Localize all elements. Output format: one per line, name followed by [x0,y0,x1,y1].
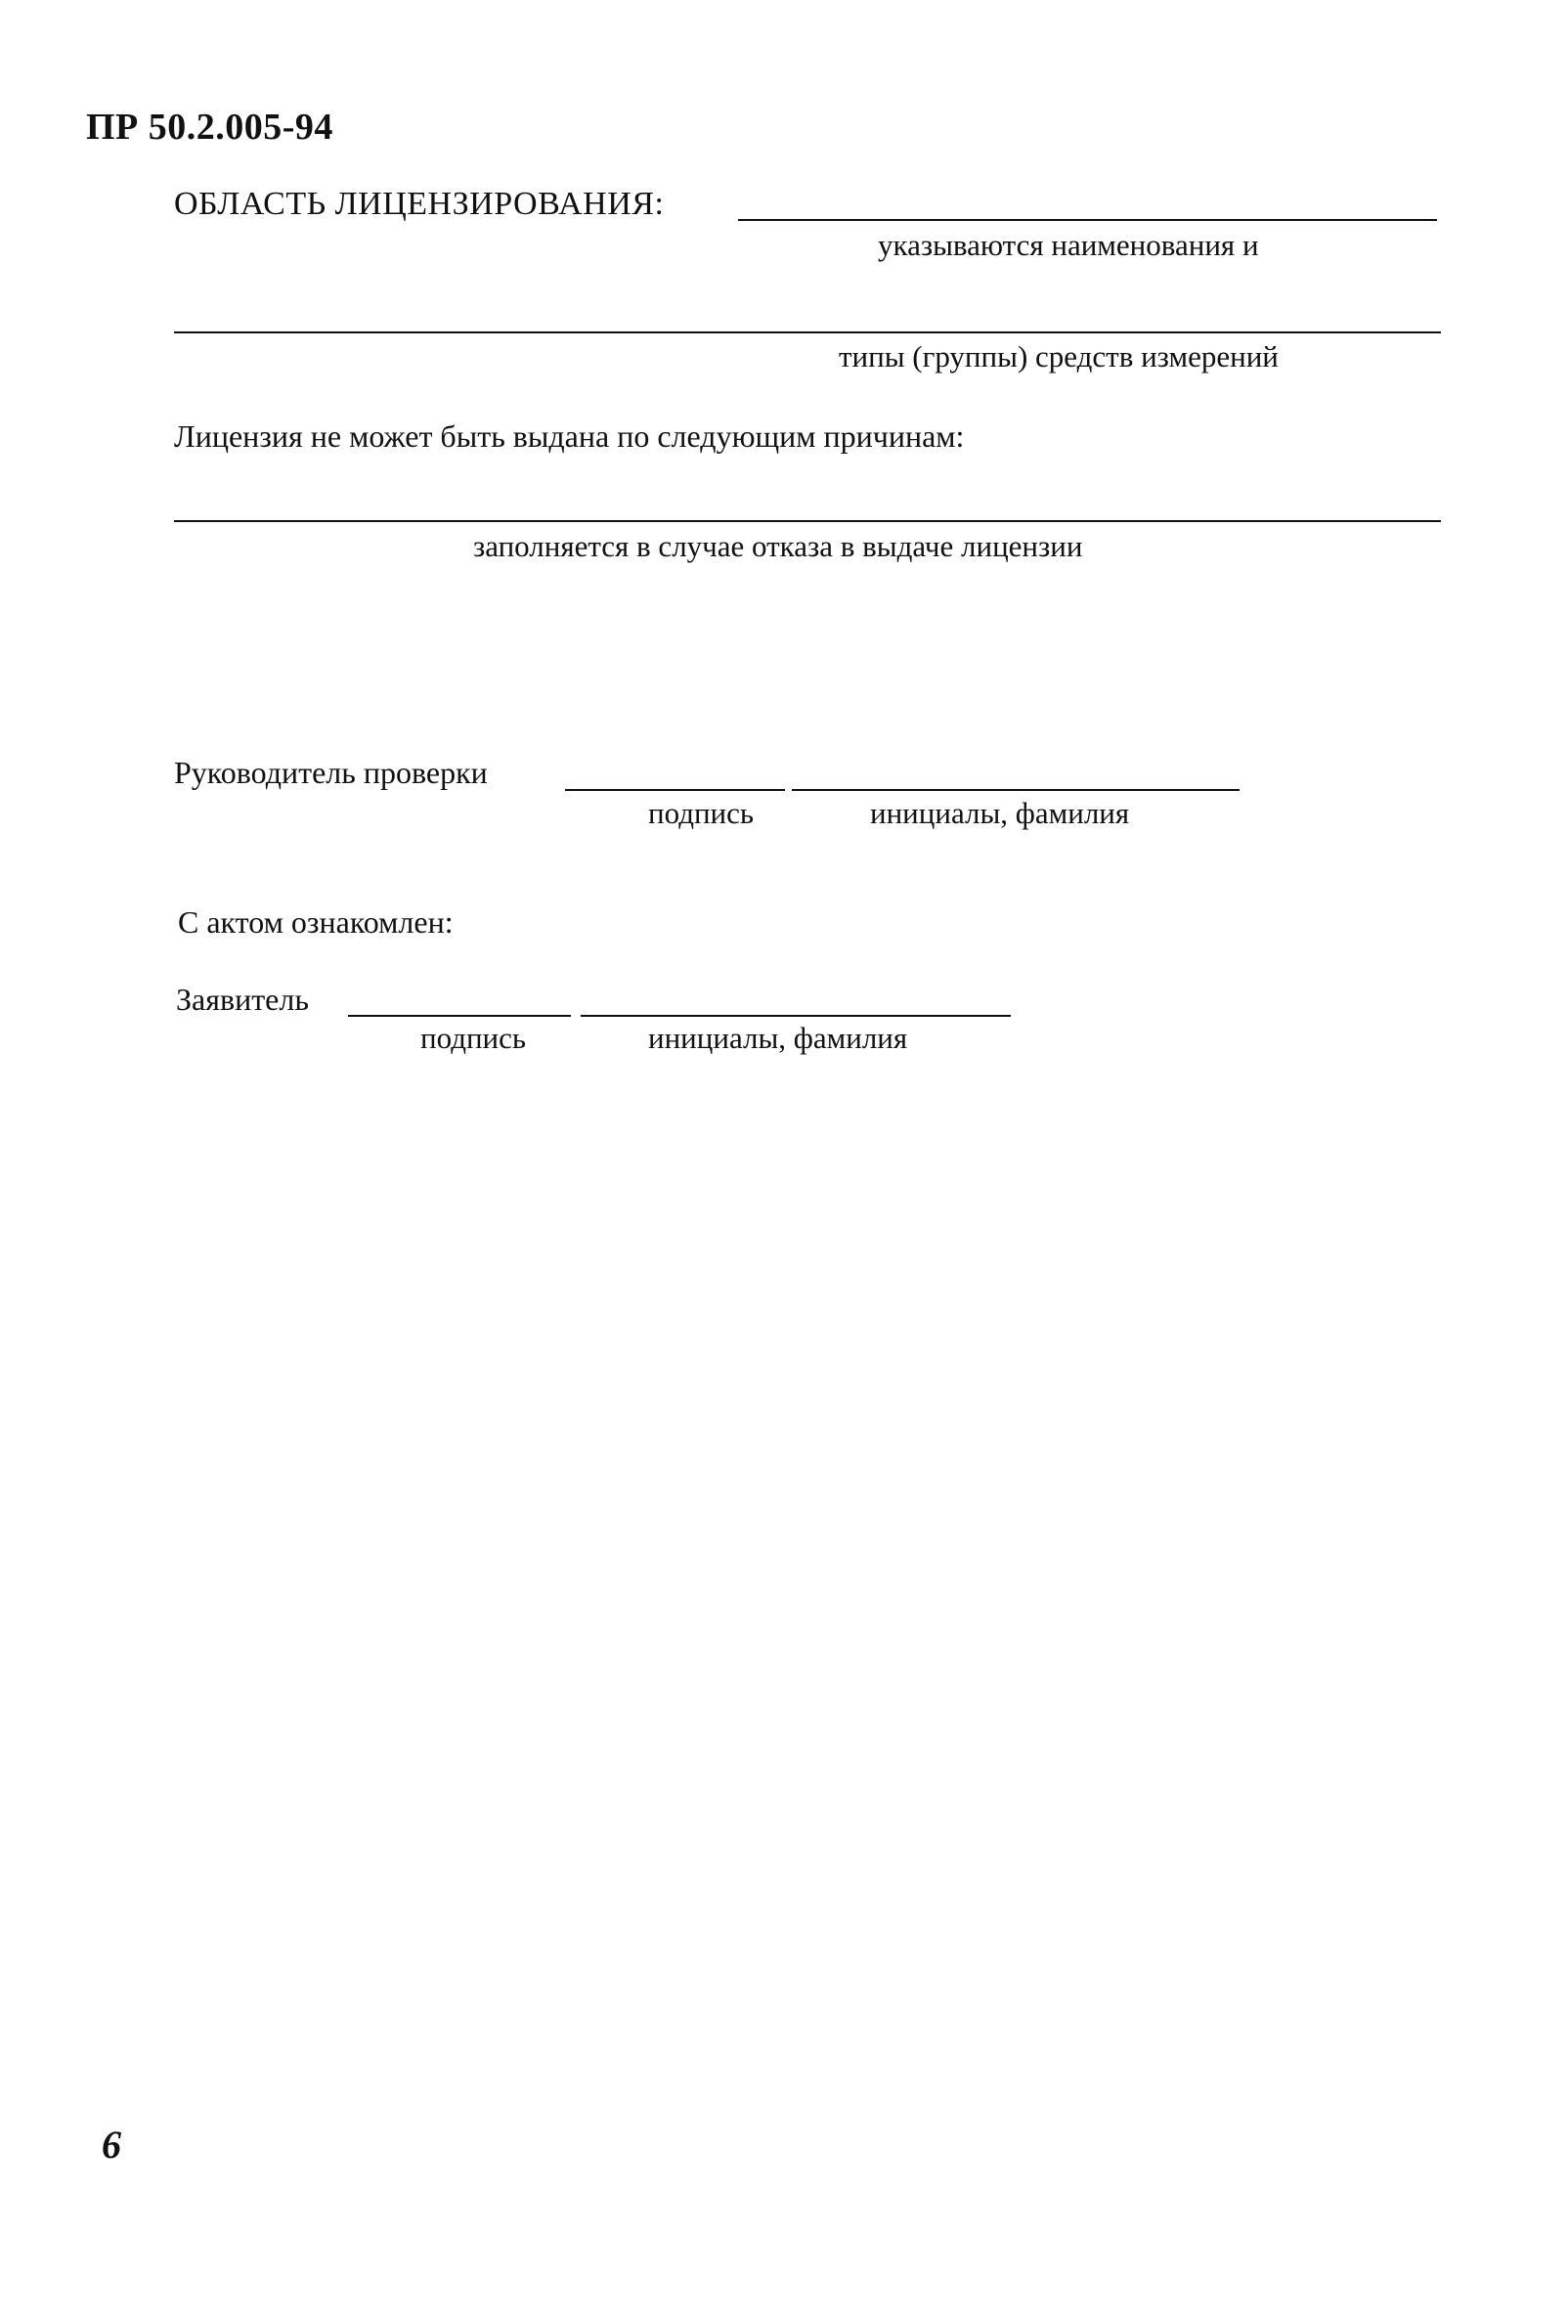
applicant-signature-line[interactable] [348,1015,571,1017]
acknowledgement-label: С актом ознакомлен: [178,904,454,940]
head-of-inspection-label: Руководитель проверки [174,755,488,790]
applicant-label: Заявитель [176,982,309,1017]
scope-hint-line2: типы (группы) средств измерений [839,339,1279,373]
refusal-hint: заполняется в случае отказа в выдаче лицензии [473,529,1083,563]
applicant-name-hint: инициалы, фамилия [648,1021,908,1055]
refusal-field-line[interactable] [174,520,1441,522]
scope-field-line-2[interactable] [174,331,1441,333]
head-signature-line[interactable] [565,789,785,791]
head-name-hint: инициалы, фамилия [870,796,1130,830]
head-signature-hint: подпись [648,796,755,830]
scope-hint-line1: указываются наименования и [878,228,1259,262]
applicant-name-line[interactable] [581,1015,1011,1017]
document-code: ПР 50.2.005-94 [86,107,333,148]
applicant-signature-hint: подпись [420,1021,527,1055]
head-name-line[interactable] [792,789,1240,791]
scope-field-line-1[interactable] [738,219,1437,221]
page-number: 6 [102,2123,121,2167]
scope-label: ОБЛАСТЬ ЛИЦЕНЗИРОВАНИЯ: [174,186,665,222]
refusal-label: Лицензия не может быть выдана по следующим причинам: [174,418,965,454]
